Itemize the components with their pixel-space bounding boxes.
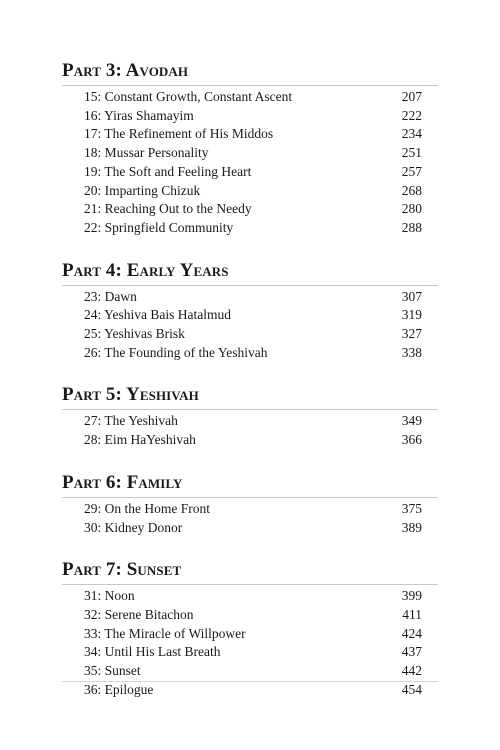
- chapter-title: 31: Noon: [84, 588, 135, 604]
- bottom-divider: [62, 681, 438, 682]
- page-number: 207: [401, 89, 422, 104]
- part-heading: Part 4: Early Years: [62, 258, 438, 286]
- toc-part-7: [62, 557, 438, 699]
- toc-part-3: [62, 58, 438, 238]
- page-number: 389: [401, 519, 422, 535]
- toc-entry: [62, 88, 438, 107]
- page-number: 257: [401, 163, 422, 179]
- page-number: 375: [401, 500, 422, 516]
- page-number: 366: [401, 432, 422, 448]
- toc-entry: [62, 219, 438, 238]
- chapter-title: 15: Constant Growth, Constant Ascent: [84, 89, 293, 104]
- chapter-title: 16: Yiras Shamayim: [84, 107, 194, 123]
- chapter-title: 27: The Yeshivah: [84, 413, 178, 429]
- chapter-title: 30: Kidney Donor: [84, 519, 183, 535]
- page-number: 288: [401, 219, 422, 235]
- toc-entry: [62, 412, 438, 431]
- toc-entry: [62, 344, 438, 363]
- page-number: 222: [401, 107, 422, 123]
- page-number: 307: [401, 288, 422, 304]
- page-number: 349: [401, 413, 422, 429]
- toc-entry: [62, 606, 438, 625]
- part-heading: Part 6: Family: [62, 470, 438, 498]
- chapter-title: 21: Reaching Out to the Needy: [84, 201, 252, 217]
- chapter-title: 25: Yeshivas Brisk: [84, 326, 185, 342]
- chapter-title: 17: The Refinement of His Middos: [84, 126, 274, 142]
- toc-entry: [62, 681, 438, 700]
- chapter-title: 29: On the Home Front: [84, 500, 210, 516]
- page-number: 437: [401, 644, 422, 660]
- toc-part-4: [62, 258, 438, 363]
- chapter-title: 33: The Miracle of Willpower: [84, 625, 246, 641]
- chapter-title: 34: Until His Last Breath: [84, 644, 221, 660]
- page-number: 280: [401, 201, 422, 217]
- toc-entry: [62, 643, 438, 662]
- page-number: 338: [401, 344, 422, 360]
- chapter-title: 36: Epilogue: [84, 681, 154, 697]
- page-number: 234: [401, 126, 422, 142]
- page-number: 268: [401, 182, 422, 198]
- toc-entry: [62, 163, 438, 182]
- part-heading: Part 5: Yeshivah: [62, 382, 438, 410]
- toc-entry: [62, 107, 438, 126]
- toc-entry: [62, 500, 438, 519]
- toc-entry: [62, 662, 438, 681]
- toc-entry: [62, 431, 438, 450]
- chapter-title: 35: Sunset: [84, 663, 141, 679]
- toc-entry: [62, 519, 438, 538]
- toc-entry: [62, 625, 438, 644]
- toc-entry: [62, 306, 438, 325]
- chapter-title: 23: Dawn: [84, 288, 137, 304]
- chapter-title: 26: The Founding of the Yeshivah: [84, 344, 268, 360]
- page-number: 424: [401, 625, 422, 641]
- toc-entry: [62, 288, 438, 307]
- chapter-title: 18: Mussar Personality: [84, 145, 209, 161]
- chapter-title: 20: Imparting Chizuk: [84, 182, 201, 198]
- chapter-title: 28: Eim HaYeshivah: [84, 432, 196, 448]
- toc-entry: [62, 587, 438, 606]
- table-of-contents: [62, 58, 438, 719]
- part-heading: Part 7: Sunset: [62, 557, 438, 585]
- page-number: 442: [401, 663, 422, 679]
- page-number: 454: [401, 681, 422, 697]
- page-number: 251: [401, 145, 422, 161]
- chapter-title: 19: The Soft and Feeling Heart: [84, 163, 252, 179]
- chapter-title: 32: Serene Bitachon: [84, 606, 194, 622]
- toc-entry: [62, 200, 438, 219]
- page-number: 319: [401, 307, 422, 323]
- chapter-title: 24: Yeshiva Bais Hatalmud: [84, 307, 231, 323]
- page-number: 411: [402, 606, 422, 622]
- page-number: 327: [401, 326, 422, 342]
- toc-entry: [62, 125, 438, 144]
- toc-entry: [62, 144, 438, 163]
- toc-entry: [62, 325, 438, 344]
- chapter-title: 22: Springfield Community: [84, 219, 234, 235]
- part-heading: Part 3: Avodah: [62, 58, 438, 86]
- toc-entry: [62, 182, 438, 201]
- toc-part-6: [62, 470, 438, 537]
- toc-part-5: [62, 382, 438, 449]
- page-number: 399: [401, 588, 422, 604]
